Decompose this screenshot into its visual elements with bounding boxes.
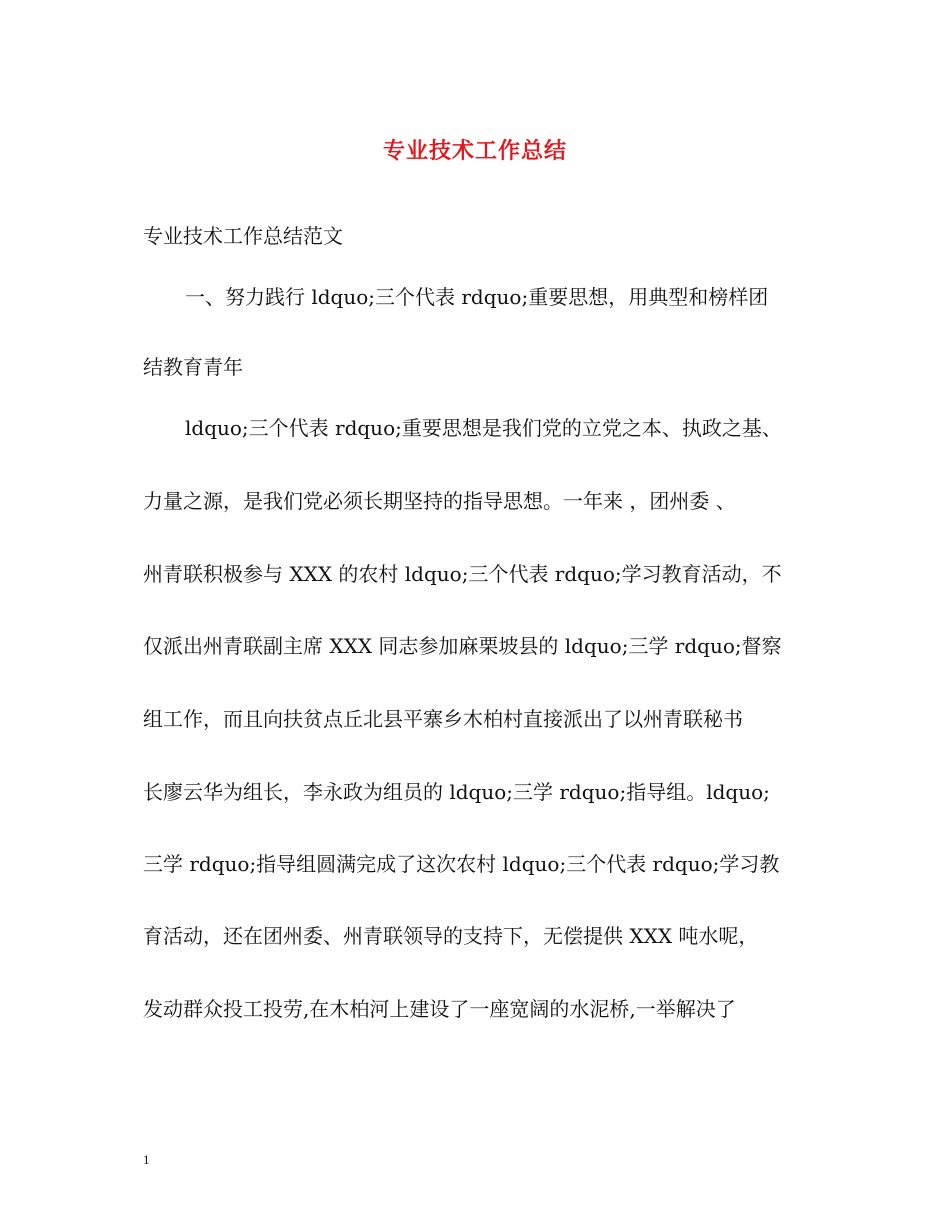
- body-line: 发动群众投工投劳,在木柏河上建设了一座宽阔的水泥桥,一举解决了: [143, 997, 736, 1021]
- page-number: 1: [143, 1152, 150, 1167]
- body-line: 州青联积极参与 XXX 的农村 ldquo;三个代表 rdquo;学习教育活动，不: [143, 562, 782, 586]
- body-line: 长廖云华为组长，李永政为组员的 ldquo;三学 rdquo;指导组。ldquo;: [143, 780, 770, 804]
- document-title: 专业技术工作总结: [382, 139, 567, 164]
- body-line: 组工作，而且向扶贫点丘北县平寨乡木柏村直接派出了以州青联秘书: [143, 707, 743, 731]
- body-line: 育活动，还在团州委、州青联领导的支持下，无偿提供 XXX 吨水呢，: [143, 924, 759, 948]
- body-line: 一、努力践行 ldquo;三个代表 rdquo;重要思想，用典型和榜样团: [185, 285, 769, 309]
- body-line: 仅派出州青联副主席 XXX 同志参加麻栗坡县的 ldquo;三学 rdquo;督察: [143, 634, 782, 658]
- body-line: 力量之源，是我们党必须长期坚持的指导思想。一年来 ，团州委 、: [143, 489, 736, 513]
- body-line: ldquo;三个代表 rdquo;重要思想是我们党的立党之本、执政之基、: [185, 416, 782, 440]
- body-line: 三学 rdquo;指导组圆满完成了这次农村 ldquo;三个代表 rdquo;学习教: [143, 852, 780, 876]
- document-subtitle: 专业技术工作总结范文: [143, 224, 343, 248]
- body-line: 结教育青年: [143, 355, 243, 379]
